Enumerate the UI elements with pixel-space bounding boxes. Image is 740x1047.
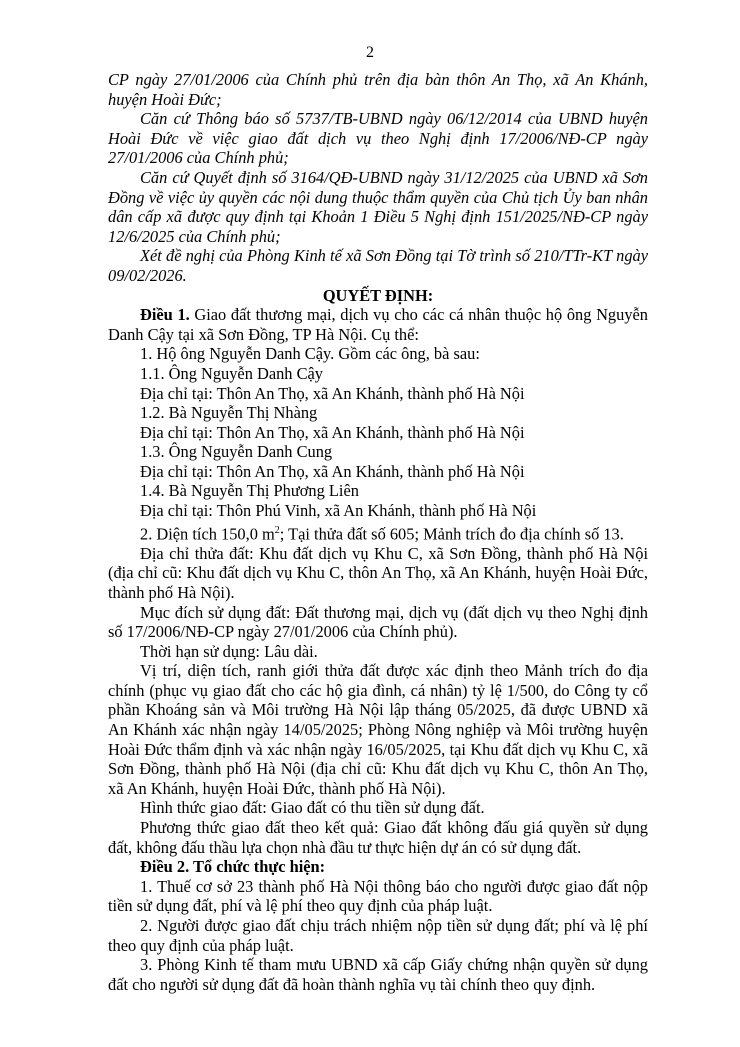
article2-item: 3. Phòng Kinh tế tham mưu UBND xã cấp Giấy chứng nhận quyền sử dụng đất cho người sử dụng đất đã hoàn thành nghĩa vụ tài chính theo quy định.: [108, 955, 648, 994]
article1-heading: Điều 1.: [140, 305, 190, 325]
page-number: 2: [366, 44, 374, 61]
article1-intro-text: Giao đất thương mại, dịch vụ cho các cá nhân thuộc hộ ông Nguyễn Danh Cậy tại xã Sơn Đồng, TP Hà Nội. Cụ thể:: [108, 305, 648, 344]
land-term: Thời hạn sử dụng: Lâu dài.: [140, 641, 318, 661]
area-unit-superscript: 2: [274, 524, 280, 536]
land-purpose: Mục đích sử dụng đất: Đất thương mại, dịch vụ (đất dịch vụ theo Nghị định số 17/2006/NĐ-CP ngày 27/01/2006 của Chính phủ).: [108, 602, 648, 642]
allocation-method: Phương thức giao đất theo kết quả: Giao đất không đấu giá quyền sử dụng đất, không đấu thầu lựa chọn nhà đầu tư thực hiện dự án có sử dụng đất.: [108, 818, 648, 857]
member-address: Địa chỉ tại: Thôn An Thọ, xã An Khánh, thành phố Hà Nội: [140, 461, 525, 481]
member-name: 1.3. Ông Nguyễn Danh Cung: [140, 442, 333, 462]
household-line: 1. Hộ ông Nguyễn Danh Cậy. Gồm các ông, bà sau:: [140, 344, 480, 364]
article2-item: 2. Người được giao đất chịu trách nhiệm nộp tiền sử dụng đất; phí và lệ phí theo quy định của pháp luật.: [108, 916, 648, 955]
basis-paragraph: CP ngày 27/01/2006 của Chính phủ trên địa bàn thôn An Thọ, xã An Khánh, huyện Hoài Đức;: [108, 70, 648, 109]
member-address: Địa chỉ tại: Thôn Phú Vinh, xã An Khánh, thành phố Hà Nội: [140, 501, 537, 521]
member-name: 1.2. Bà Nguyễn Thị Nhàng: [140, 403, 318, 423]
area-line: [108, 521, 648, 544]
member-name: 1.4. Bà Nguyễn Thị Phương Liên: [140, 481, 359, 501]
document-body: [108, 70, 648, 994]
basis-paragraph: Căn cứ Thông báo số 5737/TB-UBND ngày 06/12/2014 của UBND huyện Hoài Đức về việc giao đất dịch vụ theo Nghị định 17/2006/NĐ-CP ngày 27/01/2006 của Chính phủ;: [108, 109, 648, 168]
article2-item: 1. Thuế cơ sở 23 thành phố Hà Nội thông báo cho người được giao đất nộp tiền sử dụng đất, phí và lệ phí theo quy định của pháp luật.: [108, 876, 648, 916]
plot-address: Địa chỉ thửa đất: Khu đất dịch vụ Khu C, xã Sơn Đồng, thành phố Hà Nội (địa chỉ cũ: Khu đất dịch vụ Khu C, thôn An Thọ, xã An Khánh, huyện Hoài Đức, thành phố Hà Nội).: [108, 543, 648, 602]
decision-title: QUYẾT ĐỊNH:: [322, 285, 434, 305]
article1-intro: [108, 305, 648, 344]
area-plot-text: ; Tại thửa đất số 605; Mảnh trích đo địa chính số 13.: [279, 524, 624, 544]
area-text: 2. Diện tích 150,0 m: [140, 524, 275, 544]
basis-paragraph: Căn cứ Quyết định số 3164/QĐ-UBND ngày 31/12/2025 của UBND xã Sơn Đồng về việc ủy quyền các nội dung thuộc thẩm quyền của Chủ tịch Ủy ban nhân dân cấp xã được quy định tại Khoản 1 Điều 5 Nghị định 151/2025/NĐ-CP ngày 12/6/2025 của Chính phủ;: [108, 167, 648, 246]
member-address: Địa chỉ tại: Thôn An Thọ, xã An Khánh, thành phố Hà Nội: [140, 383, 525, 403]
allocation-form: Hình thức giao đất: Giao đất có thu tiền sử dụng đất.: [140, 798, 485, 818]
article2-heading-text: Điều 2. Tổ chức thực hiện:: [140, 857, 326, 877]
plot-location: Vị trí, diện tích, ranh giới thửa đất được xác định theo Mảnh trích đo địa chính (phục vụ giao đất cho các hộ gia đình, cá nhân) tỷ lệ 1/500, do Công ty cổ phần Khoáng sản và Môi trường Hà Nội lập tháng 05/2025, đã được UBND xã An Khánh xác nhận ngày 14/05/2025; Phòng Nông nghiệp và Môi trường huyện Hoài Đức thẩm định và xác nhận ngày 16/05/2025, tại Khu đất dịch vụ Khu C, xã Sơn Đồng, thành phố Hà Nội (địa chỉ cũ: Khu đất dịch vụ Khu C, thôn An Thọ, xã An Khánh, huyện Hoài Đức, thành phố Hà Nội).: [108, 661, 648, 798]
basis-paragraph: Xét đề nghị của Phòng Kinh tế xã Sơn Đồng tại Tờ trình số 210/TTr-KT ngày 09/02/2026.: [108, 246, 648, 285]
member-address: Địa chỉ tại: Thôn An Thọ, xã An Khánh, thành phố Hà Nội: [140, 422, 525, 442]
article2-heading: [108, 857, 648, 877]
member-name: 1.1. Ông Nguyễn Danh Cậy: [140, 363, 324, 383]
